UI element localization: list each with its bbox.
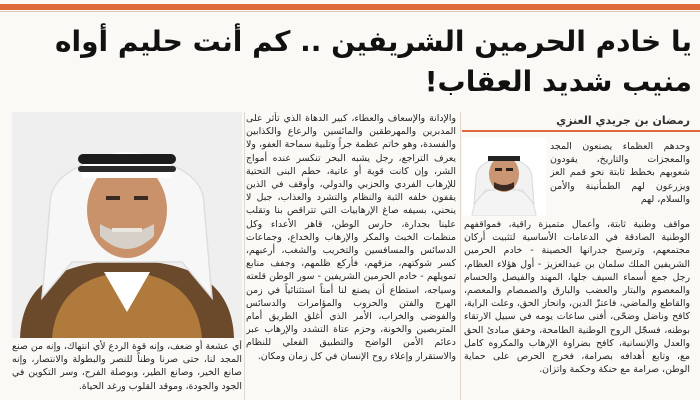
author-photo	[462, 138, 546, 216]
column-divider	[244, 112, 245, 400]
article-column-right	[464, 218, 690, 400]
king-photo	[12, 112, 242, 338]
byline-rule	[462, 130, 700, 132]
article-paragraph: مواقف وطنية ثابتة، وأعمال متميزة راقية، فمواقفهم الوطنية الصادقة في الدعامات الأساسية لتثبيت أركان مجتمعهم، وترسيخ جدرانها الحصينة - خادم الحرمين الشريفين الملك سلمان بن عبدالعزيز - أول هؤلاء العظام، رجل جمع أسماء السيف جلها، المهند والفيصل والحسام والمعصوم والبتار والعضب والبارق والصمصام والمعصم، والقاطع والماضي، فاعتزّ الدين، وانحاز الحق، وعلت الراية، كافح وناضل وضحّى، أفنى ساعات يومه في سبيل الارتقاء بوطنه، فسجّل الروح الوطنية الطامحة، وحقق مبادئ الحق والعدل والإنسانية، كافح بضراوة الإرهاب والمكروه كامل مع، وتابع أهدافه بصرامة، فخرج الحرص على حماية الوطن، صرامة مع حنكة وحكمة واتزان.	[464, 219, 690, 376]
article-column-right-top	[550, 140, 690, 218]
column-divider	[460, 112, 461, 400]
article-column-middle	[246, 112, 456, 400]
article-paragraph: والإدانة والإسعاف والعطاء، كبير الدهاة الذي تأثر على المدبرين والمهرطقين والمائسين والرعاع والكذابين والفسدة، وهو خاتم عظمة جراً وتلبية سماحة العفو، ولا يعرف التراجع، رجل يشبه البحر تنكسر عنده أمواج الشر، وإن كانت قوية أو عاتية، حطم البنى التحتية للإرهاب الفردي والحزبي والدولي، وأوقف في الذين يقفون خلفه الثبة والنظام والتشرد والعذاب، جبل لا ينحني، بسيفه صاغ الإرهابيات التي تتراقص بنا وتقلب علينا بجدارة، حارس الوطن، قاهر الأعداء وكل منظمات الخبث والمكر والإرهاب والخداع، وجماعات الدسائس والمسافسين والتخريب والشغب، أرعبهم، كسر شوكتهم، مزقهم، فأركع ظلمهم، وجفف منابع تمويلهم - خادم الحرمين الشريفين - سور الوطن قلعته وسياجه، استطاع أن يصنع لنا أمناً استثنائياً في زمن الهرج والفتن والحروب والمؤامرات والدسائس والفوضى والخراب، الأمر الذي أغلق الطريق أمام المتربصين والخونة، وحزم عتاة التشدد والإرهاب عبر دعائم الأمن الواضح والتطبيق الفعلي للنظام والاستقرار وإعلاء روح الإنسان في كل زمان ومكان.	[246, 113, 456, 362]
article-paragraph: وحدهم العظماء يصنعون المجد والمعجزات والتاريخ، يقودون شعوبهم بخطط ثابتة نحو قمم العز ويزرعون لهم الطمأنينة والأمن والسلام، لهم	[550, 141, 690, 205]
top-thin-rule	[0, 11, 700, 12]
article-column-left-bottom	[12, 340, 242, 400]
article-paragraph: أي عشعة أو ضعف، وإنه قوة الردع لأي انتهاك، وإنه من صنع المجد لنا، حتى صرنا وطناً للنصر والبطولة والانتصار، وإنه صانع الخير، وصانع الطير، وبوصلة الفرح، وسر التكوين في الجود والجودة، وموقد القلوب ورغد الحياة.	[12, 341, 242, 392]
king-portrait-image	[12, 112, 242, 338]
headline-line-1: يا خادم الحرمين الشريفين .. كم أنت حليم أواه	[55, 25, 692, 58]
headline-line-2: منيب شديد العقاب!	[424, 65, 692, 98]
author-byline: رمضان بن جريدي العنزي	[556, 114, 690, 127]
top-accent-rule	[0, 4, 700, 10]
author-portrait-image	[462, 138, 546, 216]
headline	[52, 22, 692, 102]
